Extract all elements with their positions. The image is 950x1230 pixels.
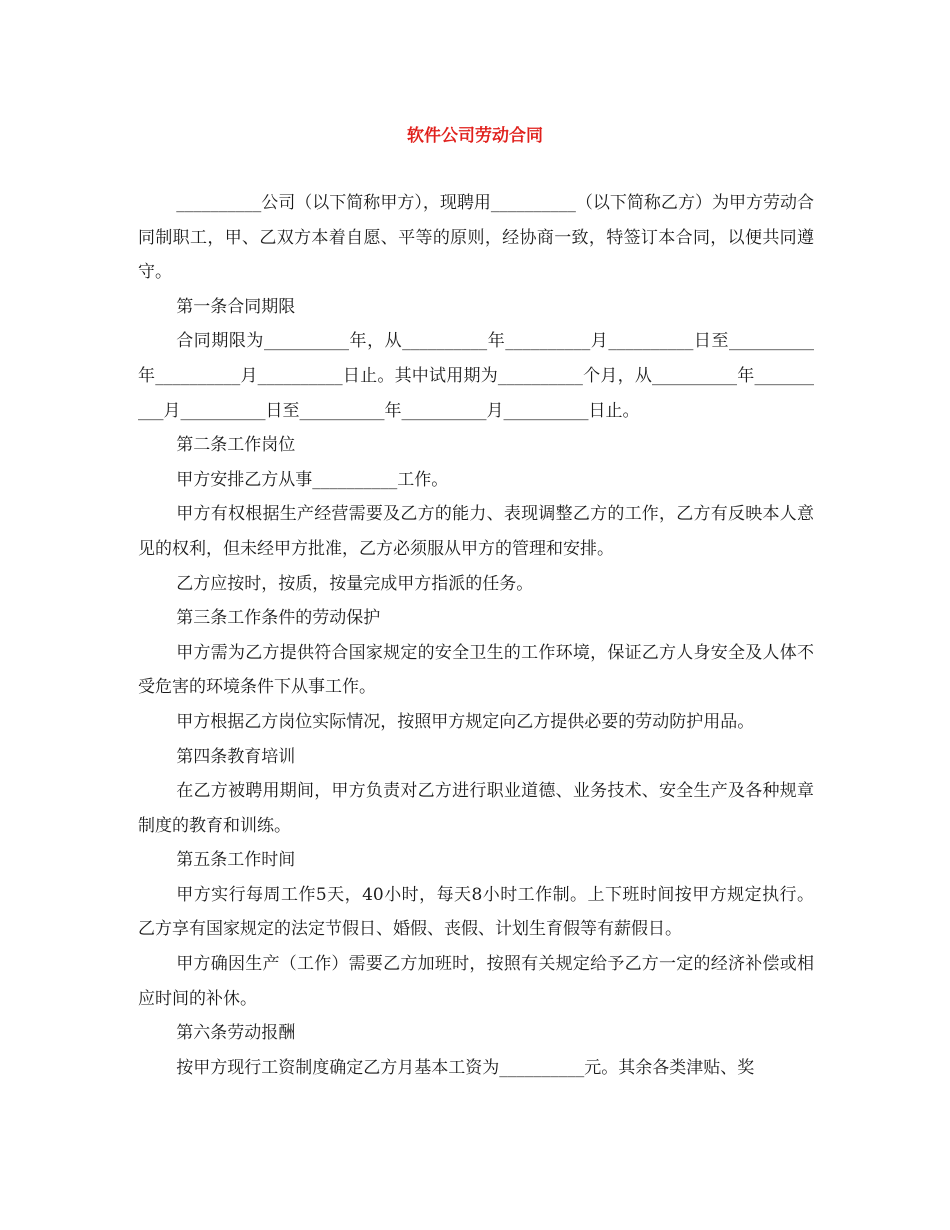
heading-article-1: 第一条合同期限 (176, 296, 296, 317)
paragraph-overtime: 甲方确因生产（工作）需要乙方加班时，按照有关规定给予乙方一定的经济补偿或相应时间的补休。 (138, 954, 814, 1009)
paragraph-contract-term: 合同期限为__________年，从__________年__________月__________日至__________年__________月__________日止。其中试用期为__________个月，从__________年__________月__________日至__________年__________月__________日止。 (138, 331, 814, 421)
paragraph-working-hours: 甲方实行每周工作5天，40小时，每天8小时工作制。上下班时间按甲方规定执行。乙方享有国家规定的法定节假日、婚假、丧假、计划生育假等有薪假日。 (138, 884, 814, 940)
paragraph-protective-equipment: 甲方根据乙方岗位实际情况，按照甲方规定向乙方提供必要的劳动防护用品。 (176, 711, 755, 732)
paragraph-salary: 按甲方现行工资制度确定乙方月基本工资为__________元。其余各类津贴、奖 (176, 1057, 755, 1078)
document-title: 软件公司劳动合同 (407, 126, 543, 146)
paragraph-training: 在乙方被聘用期间，甲方负责对乙方进行职业道德、业务技术、安全生产及各种规章制度的教育和训练。 (138, 781, 814, 836)
heading-article-2: 第二条工作岗位 (176, 435, 296, 456)
paragraph-work-environment: 甲方需为乙方提供符合国家规定的安全卫生的工作环境，保证乙方人身安全及人体不受危害的环境条件下从事工作。 (138, 642, 814, 698)
paragraph-preamble: __________公司（以下简称甲方），现聘用__________（以下简称乙方）为甲方劳动合同制职工，甲、乙双方本着自愿、平等的原则，经协商一致，特签订本合同，以便共同遵守。 (138, 193, 814, 283)
paragraph-job-assignment: 甲方安排乙方从事__________工作。 (176, 469, 449, 490)
heading-article-5: 第五条工作时间 (176, 850, 296, 871)
heading-article-6: 第六条劳动报酬 (176, 1023, 296, 1044)
heading-article-4: 第四条教育培训 (176, 746, 296, 767)
paragraph-task-completion: 乙方应按时，按质，按量完成甲方指派的任务。 (176, 573, 534, 594)
document-body (138, 186, 814, 1085)
heading-article-3: 第三条工作条件的劳动保护 (176, 608, 381, 629)
paragraph-job-adjustment: 甲方有权根据生产经营需要及乙方的能力、表现调整乙方的工作，乙方有反映本人意见的权利，但未经甲方批准，乙方必须服从甲方的管理和安排。 (138, 504, 814, 559)
